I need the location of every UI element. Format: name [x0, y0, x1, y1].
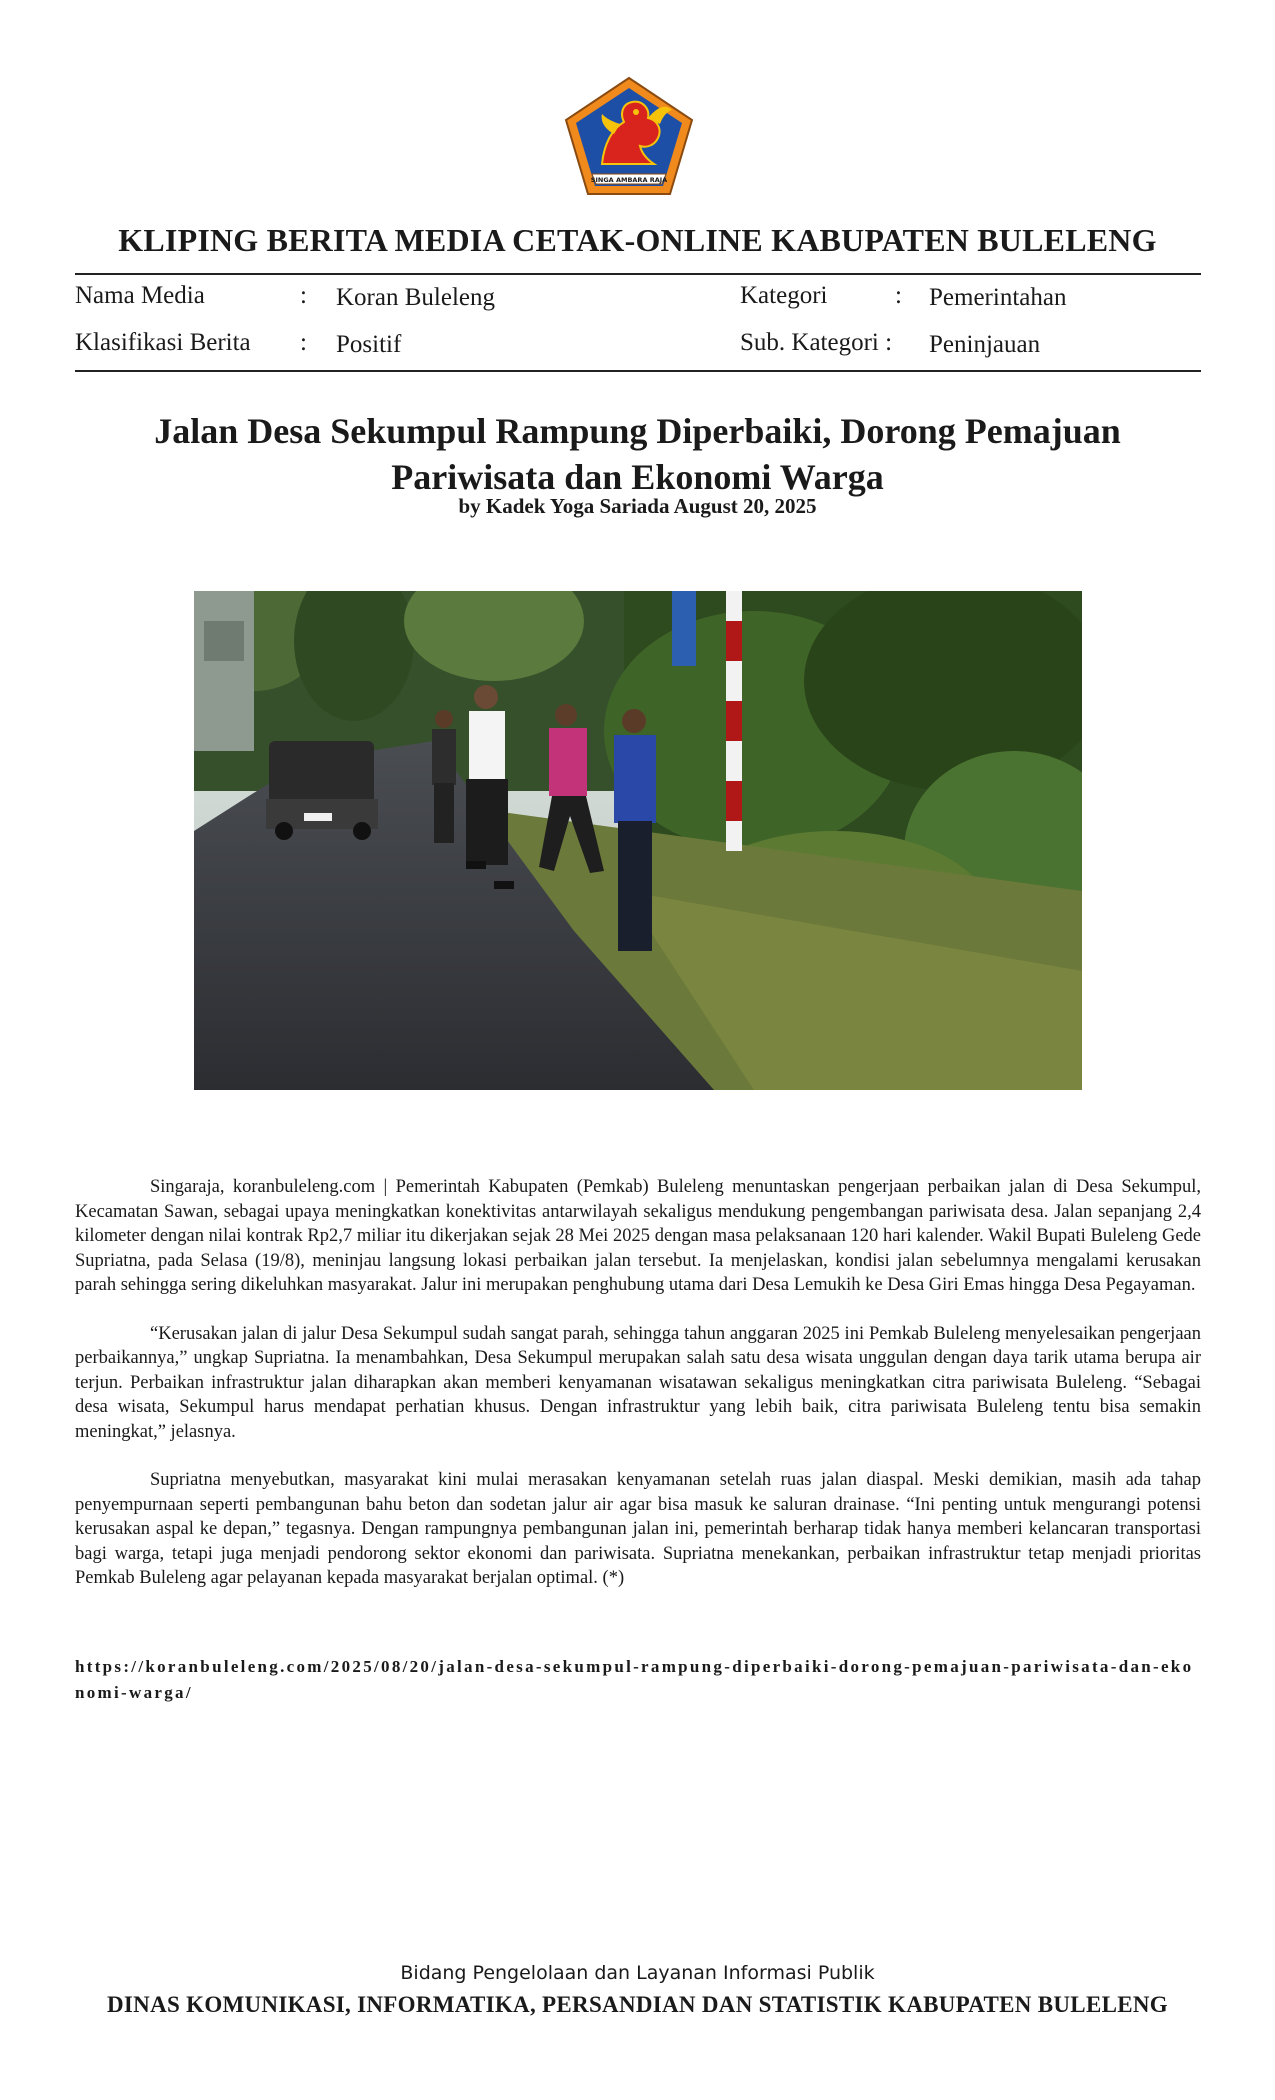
article-paragraph: Supriatna menyebutkan, masyarakat kini mulai merasakan kenyamanan setelah ruas jalan diaspal. Meski demikian, masih ada tahap penyempurnaan seperti pembangunan bahu beton dan sodetan jalur air agar bisa masuk ke saluran drainase. “Ini penting untuk mengurangi potensi kerusakan aspal ke depan,” tegasnya. Dengan rampungnya pembangunan jalan ini, pemerintah berharap tidak hanya memberi kelancaran transportasi bagi warga, tetapi juga menjadi pendorong sektor ekonomi dan pariwisata. Supriatna menekankan, perbaikan infrastruktur tetap menjadi prioritas Pemkab Buleleng agar pelayanan kepada masyarakat berjalan optimal. (*): [75, 1470, 1201, 1588]
kategori-label: Kategori: [740, 282, 828, 309]
klasifikasi-label: Klasifikasi Berita: [75, 329, 251, 356]
footer-unit: Bidang Pengelolaan dan Layanan Informasi Publik: [400, 1962, 875, 1984]
source-url-link[interactable]: https://koranbuleleng.com/2025/08/20/jalan-desa-sekumpul-rampung-diperbaiki-dorong-pemajuan-pariwisata-dan-ekonomi-warga/: [75, 1657, 1194, 1702]
divider-top: [75, 273, 1201, 275]
kategori-separator: :: [895, 282, 902, 309]
article-title: Jalan Desa Sekumpul Rampung Diperbaiki, Dorong Pemajuan Pariwisata dan Ekonomi Warga: [154, 411, 1121, 497]
footer-agency: DINAS KOMUNIKASI, INFORMATIKA, PERSANDIAN DAN STATISTIK KABUPATEN BULELENG: [107, 1992, 1168, 2017]
media-label: Nama Media: [75, 282, 205, 309]
logo-motto: SINGA AMBARA RAJA: [590, 176, 668, 184]
media-separator: :: [300, 282, 307, 309]
klasifikasi-value: Positif: [336, 331, 402, 358]
subkategori-label: Sub. Kategori :: [740, 329, 893, 356]
page-heading: KLIPING BERITA MEDIA CETAK-ONLINE KABUPATEN BULELENG: [118, 222, 1157, 258]
kategori-value: Pemerintahan: [929, 284, 1067, 311]
article-byline: by Kadek Yoga Sariada August 20, 2025: [458, 494, 817, 518]
subkategori-value: Peninjauan: [929, 331, 1041, 358]
media-value: Koran Buleleng: [336, 284, 495, 311]
article-paragraph: “Kerusakan jalan di jalur Desa Sekumpul sudah sangat parah, sehingga tahun anggaran 2025 ini Pemkab Buleleng menyelesaikan pengerjaan perbaikannya,” ungkap Supriatna. Ia menambahkan, Desa Sekumpul merupakan salah satu desa wisata unggulan dengan daya tarik utama berupa air terjun. Perbaikan infrastruktur jalan diharapkan akan memberi kenyamanan wisatawan sekaligus meningkatkan citra pariwisata Buleleng. “Sebagai desa wisata, Sekumpul harus mendapat perhatian khusus. Dengan infrastruktur yang lebih baik, citra pariwisata Buleleng tentu bisa semakin meningkat,” jelasnya.: [75, 1323, 1201, 1442]
buleleng-crest-logo: [562, 74, 696, 198]
divider-bottom: [75, 370, 1201, 372]
klasifikasi-separator: :: [300, 329, 307, 356]
article-body: [75, 1175, 1201, 1615]
article-photo: [194, 591, 1082, 1090]
article-paragraph: Singaraja, koranbuleleng.com | Pemerintah Kabupaten (Pemkab) Buleleng menuntaskan pengerjaan perbaikan jalan di Desa Sekumpul, Kecamatan Sawan, sebagai upaya meningkatkan konektivitas antarwilayah sekaligus mendukung pengembangan pariwisata desa. Jalan sepanjang 2,4 kilometer dengan nilai kontrak Rp2,7 miliar itu dikerjakan sejak 28 Mei 2025 dengan masa pelaksanaan 120 hari kalender. Wakil Bupati Buleleng Gede Supriatna, pada Selasa (19/8), meninjau langsung lokasi perbaikan jalan tersebut. Ia menjelaskan, kondisi jalan sebelumnya mengalami kerusakan parah sehingga sering dikeluhkan masyarakat. Jalur ini merupakan penghubung utama dari Desa Lemukih ke Desa Giri Emas hingga Desa Pegayaman.: [75, 1177, 1201, 1295]
